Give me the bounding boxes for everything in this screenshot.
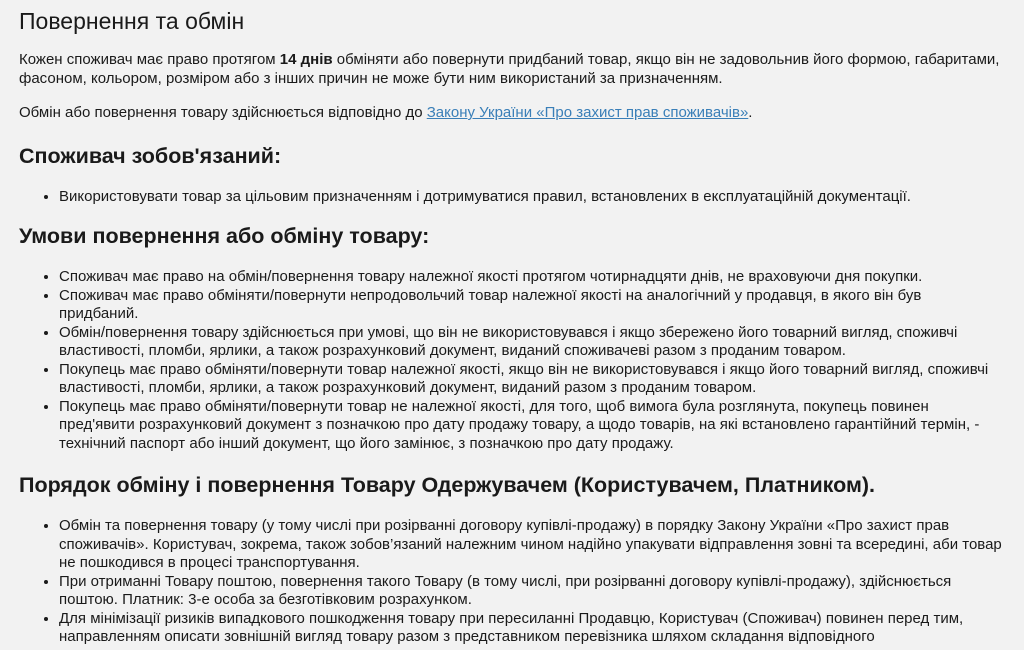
conditions-heading: Умови повернення або обміну товару: [19,224,430,248]
conditions-list [19,268,1004,453]
list-item: • Покупець має право обміняти/повернути товар належної якості, якщо він не використовувався і якщо його товарний вигляд, споживчі властивості, пломби, ярлики, а також розрахунковий документ, виданий разом з проданим товаром. [59,361,1004,398]
list-item: • Покупець має право обміняти/повернути товар не належної якості, для того, щоб вимога була розглянута, покупець повинен пред'явити розрахунковий документ з позначкою про дату продажу товару, а щодо товарів, на які встановлено гарантійний термін, - технічний паспорт або інший документ, що його замінює, з позначкою про дату продажу. [59,398,1004,454]
obligations-heading: Споживач зобов'язаний: [19,143,282,168]
law-text-start: Обмін або повернення товару здійснюється відповідно до [19,104,427,121]
intro-text-start: Кожен споживач має право протягом [19,51,280,68]
list-item: • Обмін/повернення товару здійснюється при умові, що він не використовувався і якщо збережено його товарний вигляд, споживчі властивості, пломби, ярлики, а також розрахунковий документ, виданий споживачеві разом з проданим товаром. [59,324,1004,361]
list-item: • Для мінімізації ризиків випадкового пошкодження товару при пересиланні Продавцю, Користувач (Споживач) повинен перед тим, направленням описати зовнішній вигляд товару разом з представником перевізника шляхом складання відповідного [59,610,1004,647]
list-item: • При отриманні Товару поштою, повернення такого Товару (в тому числі, при розірванні договору купівлі-продажу), здійснюється поштою. Платник: 3-е особа за безготівковим розрахунком. [59,573,1004,610]
procedure-heading: Порядок обміну і повернення Товару Одержувачем (Користувачем, Платником). [19,473,876,497]
procedure-list [19,517,1004,647]
list-item: • Використовувати товар за цільовим призначенням і дотримуватися правил, встановлених в експлуатаційній документації. [59,188,1004,207]
intro-days-bold: 14 днів [279,51,333,68]
page-title: Повернення та обмін [19,8,245,34]
list-item: • Споживач має право на обмін/повернення товару належної якості протягом чотирнадцяти днів, не враховуючи дня покупки. [59,268,1004,287]
law-text-end: . [748,104,753,121]
consumer-law-link[interactable]: Закону України «Про захист прав споживачів» [426,104,749,121]
intro-text-end: обміняти або повернути придбаний товар, якщо він не задовольнив його формою, габаритами, фасоном, кольором, розміром або з інших причин не може бути ним використаний за призначенням. [19,51,1000,87]
intro-paragraph [19,51,1004,88]
obligations-list [19,188,1004,207]
list-item: • Обмін та повернення товару (у тому числі при розірванні договору купівлі-продажу) в порядку Закону України «Про захист прав споживачів». Користувач, зокрема, також зобов’язаний належним чином надійно упакувати відправлення зовні та всередині, аби товар не пошкодився в процесі транспортування. [59,517,1004,573]
list-item: • Споживач має право обміняти/повернути непродовольчий товар належної якості на аналогічний у продавця, в якого він був придбаний. [59,287,1004,324]
law-paragraph [19,104,1004,123]
